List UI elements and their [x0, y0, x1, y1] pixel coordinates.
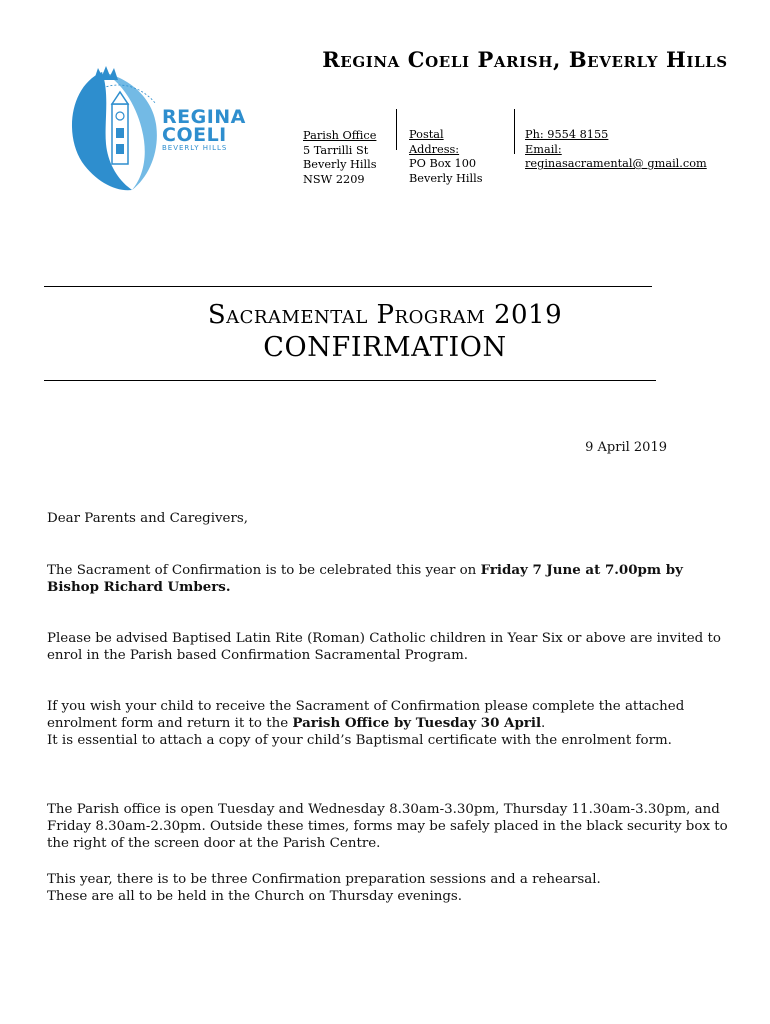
- logo-brand-line2: COELI: [162, 124, 227, 146]
- paragraph-confirmation-date: [47, 562, 737, 596]
- office-line: 5 Tarrilli St: [303, 143, 369, 157]
- program-subtitle: CONFIRMATION: [263, 332, 507, 363]
- paragraph-eligibility: Please be advised Baptised Latin Rite (Roman) Catholic children in Year Six or above are invited to enrol in the Parish based Confirmation Sacramental Program.: [47, 631, 721, 663]
- postal-line: Beverly Hills: [409, 171, 483, 185]
- contact-details: [525, 128, 755, 172]
- program-title: Sacramental Program 2019: [207, 300, 563, 330]
- header-divider: [514, 109, 515, 154]
- paragraph-text: The Sacrament of Confirmation is to be celebrated this year on: [47, 563, 481, 578]
- title-rule-bottom: [44, 380, 656, 381]
- paragraph-enrolment: [47, 698, 737, 749]
- parish-office-address: [303, 129, 393, 187]
- paragraph-office-hours: The Parish office is open Tuesday and Wednesday 8.30am-3.30pm, Thursday 11.30am-3.30pm, and Friday 8.30am-2.30pm. Outside these times, forms may be safely placed in the black security box to the right of the screen door at the Parish Centre.: [47, 802, 728, 851]
- logo-brand-line3: BEVERLY HILLS: [162, 144, 228, 152]
- title-rule-top: [44, 286, 652, 287]
- paragraph-text: It is essential to attach a copy of your child’s Baptismal certificate with the enrolment form.: [47, 733, 672, 748]
- phone-number: Ph: 9554 8155: [525, 128, 609, 141]
- paragraph-sessions: [47, 871, 737, 905]
- office-line: NSW 2209: [303, 172, 365, 186]
- paragraph-text: This year, there is to be three Confirmation preparation sessions and a rehearsal.: [47, 872, 601, 887]
- paragraph-text: These are all to be held in the Church on Thursday evenings.: [47, 889, 463, 904]
- postal-heading-2: Address:: [409, 142, 460, 156]
- office-heading: Parish Office: [303, 129, 377, 142]
- parish-title: Regina Coeli Parish, Beverly Hills: [322, 47, 728, 72]
- logo-brand-line1: REGINA: [162, 106, 246, 128]
- salutation: Dear Parents and Caregivers,: [47, 511, 249, 526]
- paragraph-text: If you wish your child to receive the Sacrament of Confirmation please complete the attached enrolment form and return it to the: [47, 699, 685, 731]
- postal-line: PO Box 100: [409, 157, 477, 170]
- office-line: Beverly Hills: [303, 158, 377, 171]
- letter-date: 9 April 2019: [585, 440, 667, 455]
- paragraph-text: .: [541, 716, 546, 731]
- email-link[interactable]: reginasacramental@ gmail.com: [525, 157, 707, 170]
- postal-heading: Postal: [409, 128, 444, 141]
- header-divider: [396, 109, 397, 150]
- paragraph-bold: Friday 7 June at 7.00pm by Bishop Richard Umbers.: [47, 562, 683, 595]
- postal-address: [409, 128, 509, 186]
- email-label: Email:: [525, 142, 562, 156]
- paragraph-bold: Parish Office by Tuesday 30 April: [292, 715, 542, 731]
